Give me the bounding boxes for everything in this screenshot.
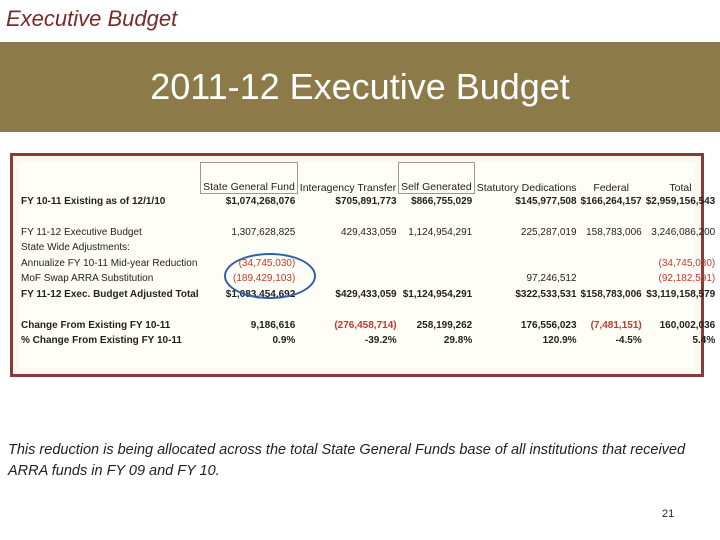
column-header-federal: Federal [593,181,629,194]
table-cell: $705,891,773 [335,195,397,207]
table-cell [474,209,578,225]
table-cell [399,256,475,272]
page-number: 21 [662,508,675,520]
table-cell [297,240,398,256]
row-label: FY 11-12 Executive Budget [21,226,142,238]
table-cell: 29.8% [443,335,473,347]
table-cell: $158,783,006 [580,288,642,300]
table-cell [399,240,475,256]
row-label: Annualize FY 10-11 Mid-year Reduction [21,257,198,269]
table-cell: 5.4% [692,335,716,347]
table-cell: 0.9% [272,335,296,347]
table-cell: $322,533,531 [515,288,577,300]
header-blank [19,163,201,194]
table-cell: $145,977,508 [515,195,577,207]
table-cell [579,240,644,256]
table-row [19,302,717,318]
table-cell: 97,246,512 [526,273,577,285]
row-label: FY 10-11 Existing as of 12/1/10 [21,195,166,207]
table-cell [474,240,578,256]
table-cell [297,256,398,272]
table-cell: 3,246,086,200 [651,226,716,238]
table-cell: $2,959,156,543 [645,195,716,207]
table-cell: 258,199,262 [416,319,473,331]
table-cell: (276,458,714) [334,319,397,331]
budget-table-frame [10,153,716,377]
table-row [19,271,717,287]
table-header-row [19,163,717,194]
table-cell: 9,186,616 [250,319,296,331]
row-label [19,302,201,318]
table-cell: 1,124,954,291 [408,226,473,238]
table-cell: (7,481,151) [590,319,642,331]
column-header-sgf: State General Fund [201,163,298,194]
table-row [19,318,717,334]
table-cell: (189,429,103) [233,273,296,285]
table-cell: 160,002,036 [659,319,716,331]
table-cell: -4.5% [615,335,642,347]
table-cell: (34,745,030) [658,257,716,269]
table-cell [579,256,644,272]
table-cell [297,209,398,225]
table-cell [399,302,475,318]
table-cell: $429,433,059 [335,288,397,300]
column-header-statutory: Statutory Dedications [476,181,577,194]
column-header-total: Total [669,181,692,194]
budget-table-area [19,162,716,368]
table-cell [474,302,578,318]
table-cell: $3,119,158,579 [646,288,716,300]
table-cell [399,271,475,287]
footnote: This reduction is being allocated across the total State General Funds base of all institutions that received ARRA funds in FY 09 and FY 10. [8,442,686,479]
table-cell [201,302,298,318]
table-cell: $1,083,454,692 [225,288,296,300]
table-row [19,256,717,272]
table-cell [297,302,398,318]
slide-title: 2011-12 Executive Budget [150,66,570,107]
table-cell [579,209,644,225]
table-row [19,287,717,303]
table-body [19,194,717,349]
table-cell [201,209,298,225]
table-row [19,194,717,210]
table-row [19,225,717,241]
table-cell: $166,264,157 [580,195,642,207]
table-cell: 158,783,006 [586,226,642,238]
budget-table [19,162,717,349]
table-cell: 225,287,019 [520,226,577,238]
table-row [19,209,717,225]
table-cell [297,271,398,287]
row-label [19,209,201,225]
table-cell [399,209,475,225]
column-header-iat: Interagency Transfer [299,181,397,194]
table-cell: 429,433,059 [340,226,397,238]
table-cell: 176,556,023 [520,319,577,331]
row-label: State Wide Adjustments: [21,242,130,254]
row-label: % Change From Existing FY 10-11 [21,335,182,347]
row-label: FY 11-12 Exec. Budget Adjusted Total [21,288,199,300]
table-cell: $1,074,268,076 [225,196,296,207]
table-cell: (34,745,030) [238,257,296,269]
row-label: Change From Existing FY 10-11 [21,319,171,331]
table-cell: 120.9% [542,335,577,347]
table-cell: -39.2% [364,335,397,347]
table-cell [644,240,718,256]
table-cell [474,256,578,272]
table-cell: 1,307,628,825 [231,226,296,238]
column-header-self-generated: Self Generated [399,163,475,194]
table-cell: $866,755,029 [411,196,473,207]
table-cell [644,209,718,225]
section-label: Executive Budget [6,6,178,31]
table-row [19,333,717,349]
table-cell: (92,182,591) [658,273,716,285]
table-cell: $1,124,954,291 [402,288,473,300]
table-cell [644,302,718,318]
table-cell [579,302,644,318]
row-label: MoF Swap ARRA Substitution [21,273,154,285]
table-row [19,240,717,256]
table-cell [579,271,644,287]
table-cell [201,240,298,256]
